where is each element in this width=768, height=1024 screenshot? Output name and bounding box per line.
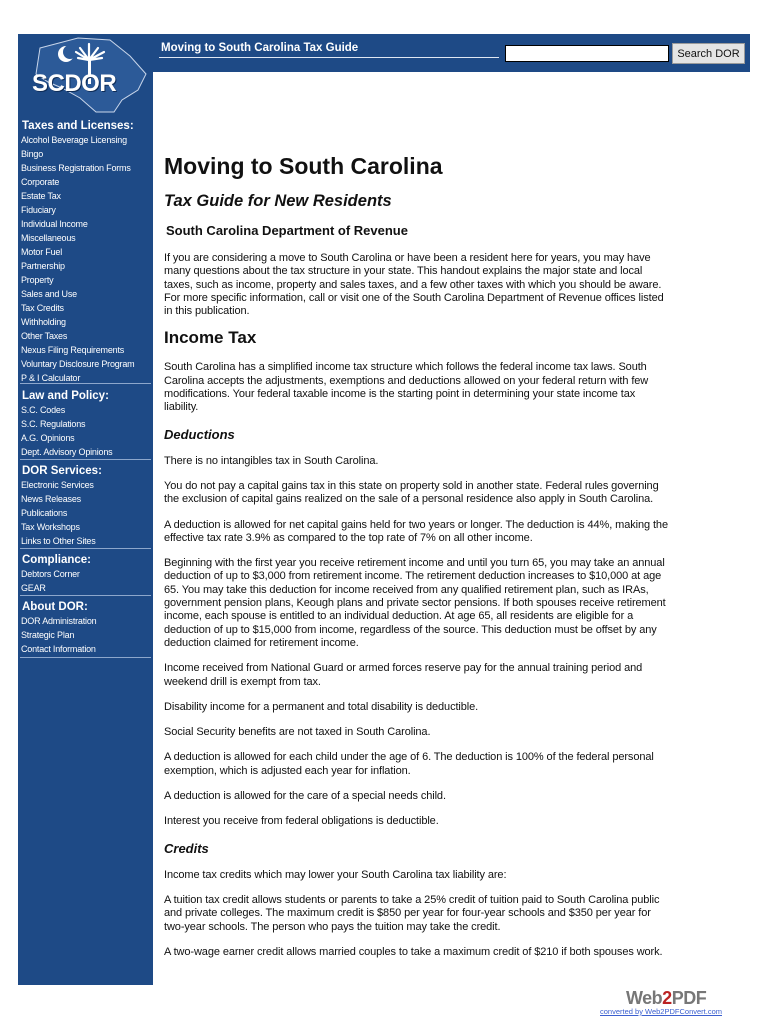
credits-paragraph: Income tax credits which may lower your South Carolina tax liability are: [164, 868, 507, 881]
deduction-paragraph: Income received from National Guard or armed forces reserve pay for the annual training period and weekend drill is exempt from tax. [164, 662, 643, 688]
logo-part: 2 [662, 988, 672, 1008]
nav-item-links-other-sites[interactable]: Links to Other Sites [21, 536, 96, 546]
nav-item-advisory-opinions[interactable]: Dept. Advisory Opinions [21, 447, 113, 457]
nav-item-fiduciary[interactable]: Fiduciary [21, 205, 56, 215]
sidebar [18, 34, 153, 985]
nav-item-contact-information[interactable]: Contact Information [21, 644, 96, 654]
nav-heading-taxes: Taxes and Licenses: [22, 120, 134, 132]
logo-part: Web [626, 988, 663, 1008]
nav-section-compliance [18, 554, 153, 595]
nav-item-dor-administration[interactable]: DOR Administration [21, 616, 97, 626]
nav-heading-law: Law and Policy: [22, 390, 109, 402]
nav-heading-compliance: Compliance: [22, 554, 92, 566]
web2pdf-logo [626, 988, 706, 1009]
income-tax-heading: Income Tax [164, 328, 257, 348]
nav-item-debtors-corner[interactable]: Debtors Corner [21, 569, 80, 579]
deduction-paragraph: A deduction is allowed for net capital gains held for two years or longer. The deduction is 44%, making the effective tax rate 3.9% as compared to the top rate of 7% on all other income. [164, 518, 668, 544]
nav-item-gear[interactable]: GEAR [21, 583, 46, 593]
nav-item-individual-income[interactable]: Individual Income [21, 219, 88, 229]
nav-item-voluntary-disclosure[interactable]: Voluntary Disclosure Program [21, 359, 135, 369]
nav-divider [20, 459, 151, 460]
nav-divider [20, 383, 151, 384]
web2pdf-link[interactable]: converted by Web2PDFConvert.com [600, 1007, 722, 1016]
nav-item-sc-codes[interactable]: S.C. Codes [21, 405, 66, 415]
deduction-paragraph: Interest you receive from federal obligations is deductible. [164, 815, 439, 828]
nav-item-tax-credits[interactable]: Tax Credits [21, 303, 64, 313]
nav-item-other-taxes[interactable]: Other Taxes [21, 331, 68, 341]
nav-item-tax-workshops[interactable]: Tax Workshops [21, 522, 80, 532]
credits-heading: Credits [164, 840, 209, 856]
nav-heading-services: DOR Services: [22, 465, 102, 477]
credits-paragraph: A two-wage earner credit allows married couples to take a maximum credit of $210 if both spouses work. [164, 945, 663, 958]
page-title: Moving to South Carolina [164, 153, 443, 179]
credits-paragraph: A tuition tax credit allows students or parents to take a 25% credit of tuition paid to South Carolina public and private colleges. The maximum credit is $850 per year for four-year schools and $350 per year for two-year schools. The person who pays the tuition may take the credit. [164, 893, 660, 933]
department-name: South Carolina Department of Revenue [166, 223, 408, 238]
deduction-paragraph: Disability income for a permanent and total disability is deductible. [164, 700, 479, 713]
nav-item-sales-and-use[interactable]: Sales and Use [21, 289, 77, 299]
main-content [164, 152, 669, 959]
nav-item-estate-tax[interactable]: Estate Tax [21, 191, 61, 201]
nav-item-nexus-filing[interactable]: Nexus Filing Requirements [21, 345, 125, 355]
scdor-logo[interactable] [18, 34, 153, 114]
nav-item-property[interactable]: Property [21, 275, 54, 285]
nav-heading-about: About DOR: [22, 601, 88, 613]
nav-item-withholding[interactable]: Withholding [21, 317, 66, 327]
nav-divider [20, 657, 151, 658]
nav-divider [20, 548, 151, 549]
nav-section-services [18, 465, 153, 548]
logo-text: SCDOR [32, 70, 117, 97]
page-subtitle: Tax Guide for New Residents [164, 192, 392, 210]
nav-section-about [18, 601, 153, 656]
nav-section-law [18, 390, 153, 459]
nav-divider [20, 595, 151, 596]
income-tax-paragraph: South Carolina has a simplified income tax structure which follows the federal income tax laws. South Carolina accepts the adjustments, exemptions and deductions allowed on your federal return with few modifications. Your federal taxable income is the starting point in determining your state income tax liability. [164, 361, 649, 414]
nav-item-business-registration[interactable]: Business Registration Forms [21, 163, 131, 173]
deduction-paragraph: There is no intangibles tax in South Carolina. [164, 454, 379, 467]
deduction-paragraph: A deduction is allowed for each child under the age of 6. The deduction is 100% of the federal personal exemption, which is adjusted each year for inflation. [164, 751, 654, 777]
search-dor-button[interactable]: Search DOR [672, 43, 745, 64]
nav-item-publications[interactable]: Publications [21, 508, 68, 518]
nav-item-motor-fuel[interactable]: Motor Fuel [21, 247, 63, 257]
nav-item-partnership[interactable]: Partnership [21, 261, 65, 271]
deduction-paragraph: A deduction is allowed for the care of a special needs child. [164, 790, 446, 803]
nav-item-pi-calculator[interactable]: P & I Calculator [21, 373, 81, 383]
top-header-bar [153, 34, 750, 72]
intro-paragraph: If you are considering a move to South Carolina or have been a resident here for years, you may have many questions about the tax structure in your state. This handout explains the major state and local taxes, such as income, property and sales taxes, and a few other taxes with which you should be aware. For more specific information, call or visit one of the South Carolina Department of Revenue offices listed in this publication. [164, 252, 664, 318]
nav-item-ag-opinions[interactable]: A.G. Opinions [21, 433, 75, 443]
nav-item-sc-regulations[interactable]: S.C. Regulations [21, 419, 86, 429]
deduction-paragraph: Beginning with the first year you receive retirement income and until you turn 65, you may take an annual deduction of up to $3,000 from retirement income. The retirement deduction increases to $10,000 at age 65. You may take this deduction for income received from any qualified retirement plan, such as IRAs, government pension plans, Keough plans and private sector pensions. If both spouses receive retirement income, each spouse is entitled to an individual deduction. At age 65, all residents are eligible for a deduction of up to $15,000 from income, regardless of the source. This deduction must be offset by any deduction claimed for retirement income. [164, 557, 666, 649]
nav-item-electronic-services[interactable]: Electronic Services [21, 480, 94, 490]
search-input[interactable] [505, 45, 669, 62]
deduction-paragraph: You do not pay a capital gains tax in this state on property sold in another state. Federal rules governing the exclusion of capital gains realized on the sale of a personal residence also apply in South Carolina. [164, 479, 659, 506]
page-header-title[interactable]: Moving to South Carolina Tax Guide [161, 42, 359, 54]
web2pdf-watermark[interactable] [596, 988, 756, 1018]
logo-part: PDF [671, 988, 707, 1008]
nav-item-bingo[interactable]: Bingo [21, 149, 44, 159]
deduction-paragraph: Social Security benefits are not taxed in South Carolina. [164, 726, 431, 739]
nav-item-news-releases[interactable]: News Releases [21, 494, 81, 504]
nav-item-corporate[interactable]: Corporate [21, 177, 60, 187]
nav-item-alcohol[interactable]: Alcohol Beverage Licensing [21, 135, 127, 145]
deductions-heading: Deductions [164, 426, 235, 442]
nav-section-taxes [18, 120, 153, 385]
nav-item-strategic-plan[interactable]: Strategic Plan [21, 630, 75, 640]
nav-item-miscellaneous[interactable]: Miscellaneous [21, 233, 76, 243]
header-underline [159, 57, 499, 58]
